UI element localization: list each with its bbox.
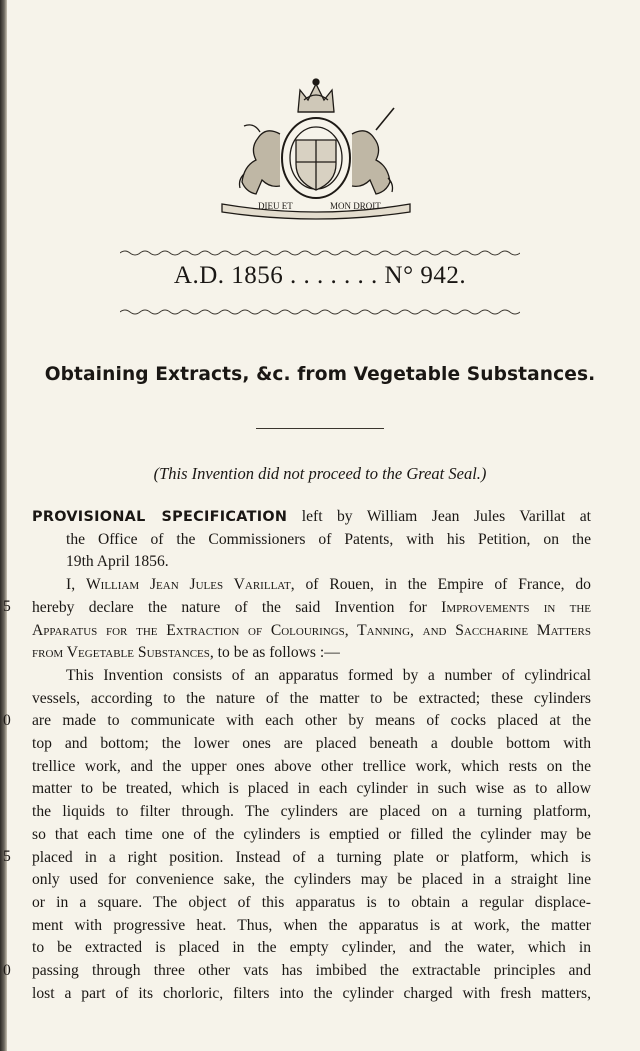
description-line: trellice work, and the upper ones above other trellice work, which rests on the [32,757,591,775]
specification-body [32,506,591,1005]
royal-coat-of-arms [200,74,432,224]
wavy-rule-top [120,249,520,257]
binding-edge [0,0,7,1051]
spec-line-3: 19th April 1856. [66,553,169,571]
motto-left: DIEU ET [258,201,293,211]
spec-line-2: the Office of the Commissioners of Patents, with his Petition, on the [66,530,591,548]
declaration-paragraph [32,574,591,665]
patent-number: N° 942. [384,262,467,289]
provisional-specification-paragraph [32,506,591,574]
description-line: are made to communicate with each other by means of cocks placed at the [32,712,591,730]
dot-leader: . . . . . . . [290,262,378,289]
description-line: so that each time one of the cylinders is emptied or filled the cylinder may be [32,825,591,843]
description-line: only used for convenience sake, the cylinders may be placed in a straight line [32,871,591,889]
description-line: to be extracted is placed in the empty cylinder, and the water, which in [32,939,591,957]
margin-line-number: 5 [3,848,11,865]
declaration-text: , of Rouen, in the Empire of France, do [290,576,591,594]
patent-number-line [0,262,640,290]
description-line: vessels, according to the nature of the matter to be extracted; these cylinders [32,689,591,707]
inventor-name: William Jean Jules Varillat [85,576,291,594]
description-line: top and bottom; the lower ones are placed beneath a double bottom with [32,735,591,753]
coat-of-arms-icon [200,74,432,224]
declaration-text: hereby declare the nature of the said Invention for [32,598,442,616]
wavy-rule-bottom [120,308,520,316]
motto-right: MON DROIT [330,201,381,211]
declaration-text: , to be as follows :— [209,644,340,662]
margin-line-number: 0 [3,712,11,729]
document-title: Obtaining Extracts, &c. from Vegetable Substances. [44,364,596,385]
declaration-text: I, [66,576,86,594]
invention-title-part: Apparatus for the Extraction of Colourings, Tanning, and Saccharine Matters [32,621,591,639]
description-line: passing through three other vats has imbibed the extractable principles and [32,962,591,980]
description-line: This Invention consists of an apparatus formed by a number of cylindrical [66,666,591,684]
description-line: or in a square. The object of this apparatus is to obtain a regular displace- [32,893,591,911]
spec-line-1: left by William Jean Jules Varillat at [301,508,591,525]
description-line: placed in a right position. Instead of a turning plate or platform, which is [32,848,591,866]
title-rule [256,428,384,429]
margin-line-number: 5 [3,598,11,615]
specification-heading: PROVISIONAL SPECIFICATION [32,509,288,525]
patent-year: A.D. 1856 [173,262,284,289]
description-line: ment with progressive heat. Thus, when the apparatus is at work, the matter [32,916,591,934]
description-line: the liquids to filter through. The cylinders are placed on a turning platform, [32,803,591,821]
great-seal-note: (This Invention did not proceed to the Great Seal.) [153,464,487,483]
invention-title-part: Improvements in the [441,598,591,616]
description-paragraph [32,665,591,1006]
invention-title-part: from Vegetable Substances [32,644,210,662]
description-line: matter to be treated, which is placed in each cylinder in such wise as to allow [32,780,591,798]
description-line: lost a part of its chorloric, filters into the cylinder charged with fresh matters, [32,984,591,1002]
margin-line-number: 0 [3,962,11,979]
